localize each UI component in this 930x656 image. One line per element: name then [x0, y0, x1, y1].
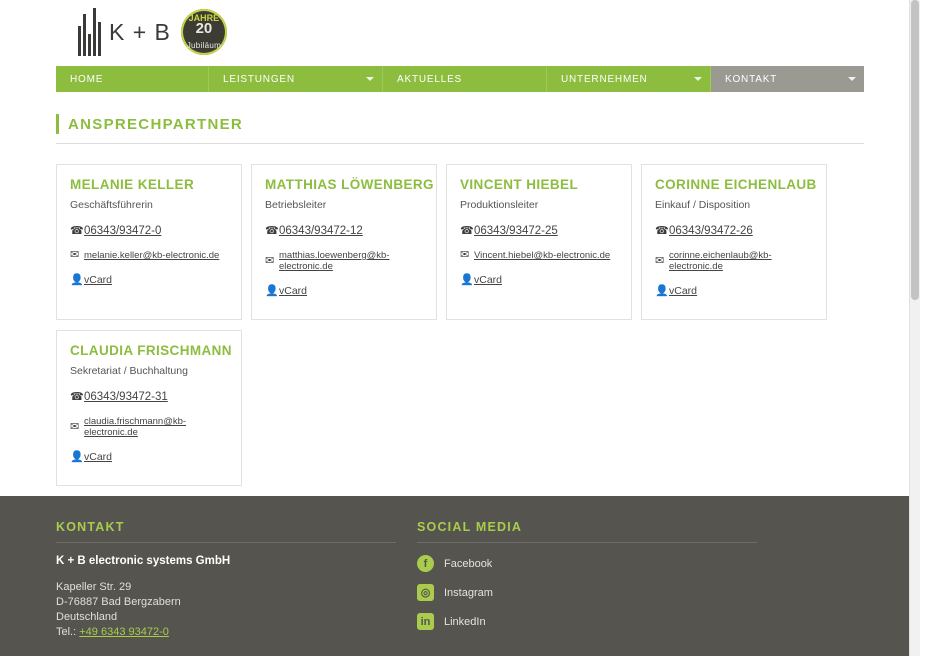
- contact-card: [446, 164, 632, 320]
- contact-vcard-link[interactable]: vCard: [474, 274, 503, 286]
- social-label: LinkedIn: [444, 615, 486, 628]
- logo-bars-icon: [78, 8, 101, 56]
- contact-vcard-row: [70, 451, 228, 463]
- contact-email-row: [460, 250, 618, 261]
- page-title: ANSPRECHPARTNER: [68, 115, 244, 133]
- contact-phone-link[interactable]: 06343/93472-26: [669, 225, 753, 237]
- contact-card: [641, 164, 827, 320]
- jubilee-badge-icon: [181, 9, 227, 55]
- site-header: [0, 0, 920, 66]
- contact-email-link[interactable]: corinne.eichenlaub@kb-electronic.de: [669, 250, 772, 272]
- chevron-down-icon: [848, 77, 856, 81]
- logo-text: K + B: [109, 18, 171, 45]
- contact-email-link[interactable]: matthias.loewenberg@kb-electronic.de: [279, 250, 390, 272]
- contact-email-row: [70, 250, 228, 261]
- footer-phone-label: Tel.:: [56, 626, 77, 638]
- contact-role: Geschäftsführerin: [70, 199, 153, 211]
- footer-phone-link[interactable]: +49 6343 93472-0: [79, 626, 169, 638]
- contact-email-row: [655, 250, 813, 272]
- phone-icon: ☎: [460, 224, 474, 237]
- footer-contact-column: [56, 520, 416, 656]
- nav-item-kontakt[interactable]: [711, 66, 864, 92]
- person-icon: 👤: [655, 284, 669, 297]
- jubilee-bottom-label: Jubiläum: [186, 41, 222, 50]
- contact-role: Produktionsleiter: [460, 199, 539, 211]
- site-logo[interactable]: [78, 8, 227, 56]
- nav-item-label: KONTAKT: [725, 73, 778, 85]
- page-scrollbar[interactable]: [909, 0, 920, 656]
- page-title-row: [56, 114, 864, 144]
- jubilee-top-label: JAHRE: [188, 13, 220, 23]
- title-accent-bar: [56, 114, 59, 134]
- footer-social-heading: SOCIAL MEDIA: [417, 520, 757, 543]
- phone-icon: ☎: [70, 224, 84, 237]
- envelope-icon: ✉: [655, 254, 665, 267]
- envelope-icon: ✉: [460, 249, 470, 261]
- contact-vcard-row: [460, 274, 618, 286]
- contact-vcard-row: [655, 285, 813, 297]
- contact-phone-row: [265, 225, 423, 237]
- contact-email-link[interactable]: Vincent.hiebel@kb-electronic.de: [474, 250, 611, 261]
- contact-email-link[interactable]: melanie.keller@kb-electronic.de: [84, 250, 220, 261]
- person-icon: 👤: [460, 273, 474, 286]
- contact-vcard-row: [70, 274, 228, 286]
- contact-vcard-link[interactable]: vCard: [669, 285, 698, 297]
- social-label: Instagram: [444, 586, 493, 599]
- main-content: [0, 92, 920, 496]
- contact-card: [251, 164, 437, 320]
- contact-role: Betriebsleiter: [265, 199, 327, 211]
- envelope-icon: ✉: [265, 254, 275, 267]
- footer-company-name: K + B electronic systems GmbH: [56, 555, 231, 567]
- contact-phone-link[interactable]: 06343/93472-12: [279, 225, 363, 237]
- phone-icon: ☎: [70, 390, 84, 403]
- footer-city: D-76887 Bad Bergzabern: [56, 596, 181, 608]
- person-icon: 👤: [265, 284, 279, 297]
- nav-item-leistungen[interactable]: [209, 66, 383, 92]
- contact-card: [56, 164, 242, 320]
- contact-phone-link[interactable]: 06343/93472-25: [474, 225, 558, 237]
- contact-email-link[interactable]: claudia.frischmann@kb-electronic.de: [84, 416, 187, 438]
- contact-phone-row: [460, 225, 618, 237]
- footer-country: Deutschland: [56, 611, 118, 623]
- contact-name: MELANIE KELLER: [70, 177, 195, 192]
- contact-card: [56, 330, 242, 486]
- nav-item-label: HOME: [70, 73, 104, 85]
- contact-vcard-link[interactable]: vCard: [279, 285, 308, 297]
- footer-social-column: [417, 520, 777, 656]
- contact-phone-link[interactable]: 06343/93472-0: [84, 225, 162, 237]
- nav-item-label: AKTUELLES: [397, 73, 463, 85]
- chevron-down-icon: [366, 77, 374, 81]
- footer-street: Kapeller Str. 29: [56, 581, 132, 593]
- envelope-icon: ✉: [70, 420, 80, 433]
- contact-phone-row: [70, 225, 228, 237]
- main-navigation: [56, 66, 864, 92]
- person-icon: 👤: [70, 450, 84, 463]
- jubilee-number: 20: [195, 20, 213, 37]
- footer-address: [56, 580, 416, 640]
- contact-name: VINCENT HIEBEL: [460, 177, 579, 192]
- phone-icon: ☎: [655, 224, 669, 237]
- envelope-icon: ✉: [70, 249, 80, 261]
- nav-item-unternehmen[interactable]: [547, 66, 711, 92]
- social-link-facebook[interactable]: [417, 555, 777, 572]
- footer-contact-heading: KONTAKT: [56, 520, 396, 543]
- contact-phone-link[interactable]: 06343/93472-31: [84, 391, 168, 403]
- contact-role: Sekretariat / Buchhaltung: [70, 365, 188, 377]
- contact-email-row: [265, 250, 423, 272]
- scrollbar-thumb[interactable]: [911, 0, 919, 300]
- chevron-down-icon: [694, 77, 702, 81]
- social-link-instagram[interactable]: [417, 584, 777, 601]
- contact-name: CLAUDIA FRISCHMANN: [70, 343, 232, 358]
- contact-name: MATTHIAS LÖWENBERG: [265, 177, 434, 192]
- contact-name: CORINNE EICHENLAUB: [655, 177, 817, 192]
- contact-vcard-link[interactable]: vCard: [84, 274, 113, 286]
- instagram-icon: ◎: [417, 584, 434, 601]
- nav-item-aktuelles[interactable]: [383, 66, 547, 92]
- contact-role: Einkauf / Disposition: [655, 199, 751, 211]
- contact-vcard-link[interactable]: vCard: [84, 451, 113, 463]
- contact-email-row: [70, 416, 228, 438]
- person-icon: 👤: [70, 273, 84, 286]
- site-footer: [0, 496, 920, 656]
- contact-vcard-row: [265, 285, 423, 297]
- contact-phone-row: [655, 225, 813, 237]
- phone-icon: ☎: [265, 224, 279, 237]
- social-link-linkedin[interactable]: [417, 613, 777, 630]
- nav-item-label: UNTERNEHMEN: [561, 73, 648, 85]
- linkedin-icon: in: [417, 613, 434, 630]
- footer-phone-row: [56, 625, 416, 640]
- social-label: Facebook: [444, 557, 493, 570]
- contact-phone-row: [70, 391, 228, 403]
- contact-card-list: [56, 164, 864, 486]
- nav-item-label: LEISTUNGEN: [223, 73, 295, 85]
- facebook-icon: f: [417, 555, 434, 572]
- nav-item-home[interactable]: [56, 66, 209, 92]
